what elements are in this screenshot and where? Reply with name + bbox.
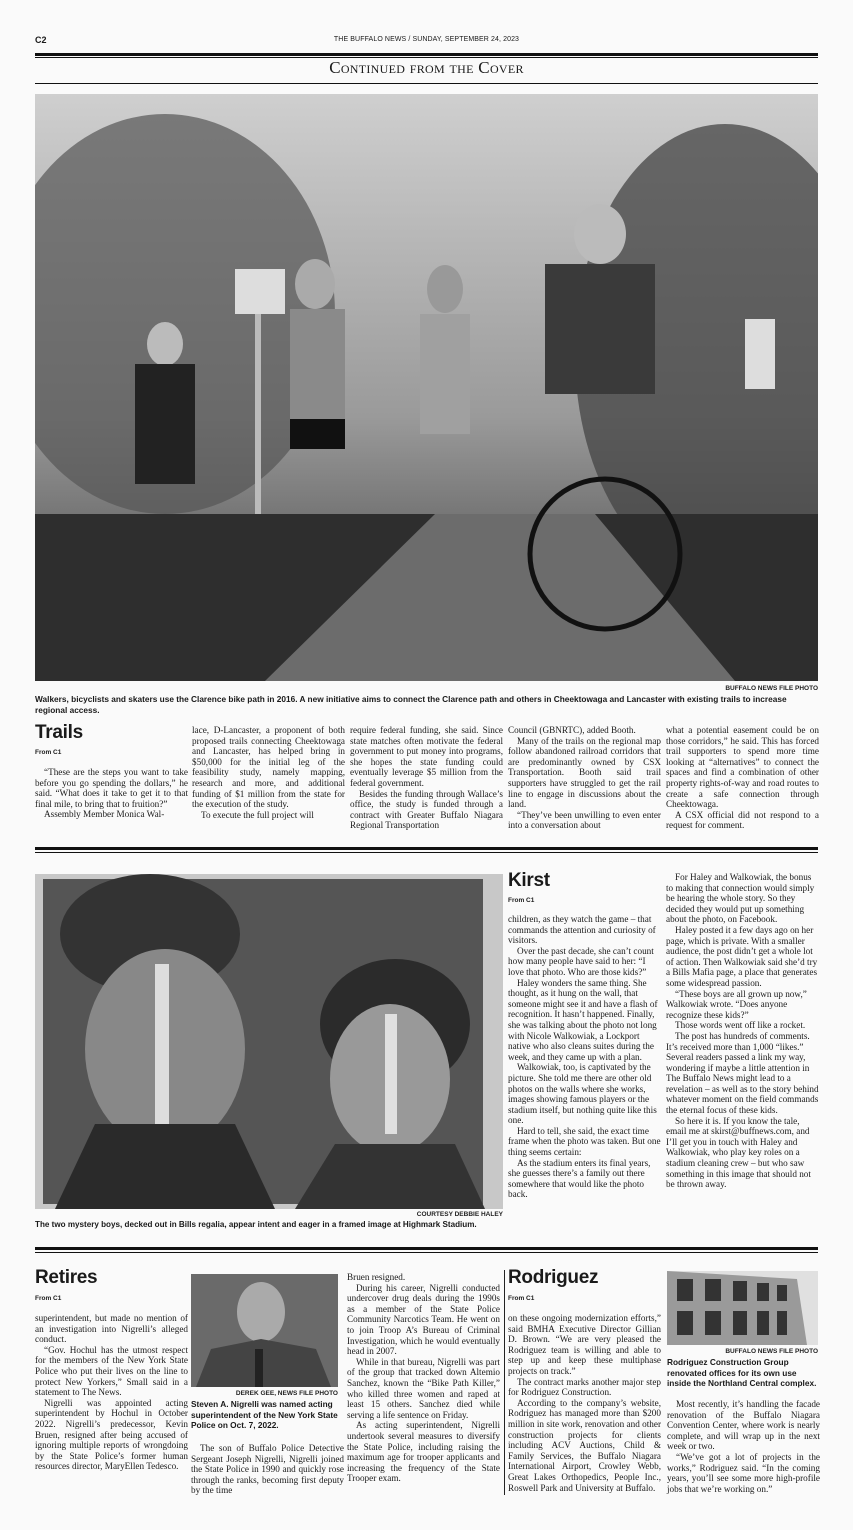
paragraph: To execute the full project will (201, 809, 314, 820)
section-divider-thin (35, 852, 818, 853)
section-divider-thin (35, 1252, 818, 1253)
paragraph: children, as they watch the game – that commands the attention and curiosity of visitors. (508, 914, 656, 946)
trails-photo-credit: BUFFALO NEWS FILE PHOTO (725, 685, 818, 692)
paragraph: Walkowiak, too, is captivated by the picture. She told me there are other old photos on the walls where she works, images showing famous players or the stadium itself, but nothing quite like this one. (508, 1062, 657, 1126)
trails-photo-caption: Walkers, bicyclists and skaters use the Clarence bike path in 2016. A new initiative aims to connect the Clarence path and others in Cheektowaga and Lancaster with existing trails to increase regional access. (35, 694, 787, 715)
paragraph: As acting superintendent, Nigrelli undertook several measures to diversify the State Police, including raising the maximum age for trooper applicants and increasing the frequency of the State Trooper exam. (347, 1420, 500, 1484)
paragraph: Nigrelli was appointed acting superintendent by Hochul in October 2022. Nigrelli’s predecessor, Kevin Bruen, resigned after being accused of ignoring multiple reports of wrongdoing by the State Police’s former human resources director, MaryEllen Tedesco. (35, 1397, 188, 1472)
retires-jump-line: From C1 (35, 1295, 62, 1302)
paragraph: “These are the steps you want to take before you go spending the dollars,” he said. “What does it take to get it to that final mile, to bring that to fruition?” (35, 767, 188, 809)
paragraph: what a potential easement could be on those corridors,” he said. This has forced trail supporters to spend more time looking at “alternatives” to connect the spaces and find a combination of other property rights-of-way and road routes to create a safe connection through Cheektowaga. (666, 725, 819, 810)
paragraph: “They’ve been unwilling to even enter into a conversation about (508, 809, 661, 831)
paragraph: As the stadium enters its final years, she guesses there’s a family out there somewhere that would like the photo back. (508, 1157, 651, 1200)
paragraph: Hard to tell, she said, the exact time frame when the photo was taken. But one thing seems certain: (508, 1125, 661, 1158)
paragraph: During his career, Nigrelli conducted undercover drug deals during the 1990s as a member of the State Police Community Narcotics Team. He went on to join Troop A’s Bureau of Criminal Investigation, which he would eventually head in 2007. (347, 1282, 500, 1357)
portrait-image (191, 1274, 338, 1387)
paragraph: superintendent, but made no mention of an investigation into Nigrelli’s alleged conduct. (35, 1313, 188, 1345)
retires-column-3 (347, 1272, 500, 1484)
paragraph: The son of Buffalo Police Detective Sergeant Joseph Nigrelli, Nigrelli joined the State Police in 1990 and quickly rose through the ranks, becoming first deputy by the time (191, 1443, 344, 1496)
trails-column-2 (192, 725, 345, 820)
paragraph: A CSX official did not respond to a request for comment. (666, 809, 819, 831)
kirst-photo-credit: COURTESY DEBBIE HALEY (416, 1211, 503, 1218)
section-title: Continued from the Cover (329, 58, 524, 77)
paragraph: on these ongoing modernization efforts,” said BMHA Executive Director Gillian D. Brown. “We are very pleased the Rodriguez team is willing and able to step up and keep these multiphase projects on track.” (508, 1313, 661, 1376)
rodriguez-headline: Rodriguez (508, 1267, 599, 1288)
retires-column-1 (35, 1313, 188, 1472)
trails-column-3 (350, 725, 503, 831)
paragraph: For Haley and Walkowiak, the bonus to making that connection would simply be hearing the whole story. So they decided they would put up something about the photo, on Facebook. (666, 872, 815, 925)
rodriguez-jump-line: From C1 (508, 1295, 535, 1302)
paragraph: Bruen resigned. (347, 1272, 406, 1282)
dateline: THE BUFFALO NEWS / SUNDAY, SEPTEMBER 24, 2023 (333, 36, 520, 43)
paragraph: Assembly Member Monica Wal- (44, 809, 165, 820)
section-rule (35, 83, 818, 84)
trails-jump-line: From C1 (35, 749, 62, 756)
trails-photo (35, 94, 818, 681)
paragraph: Over the past decade, she can’t count how many people have said to her: “I love that photo. Who are those kids?” (508, 945, 654, 977)
retires-column-2 (191, 1443, 344, 1496)
building-image (667, 1271, 818, 1345)
rodriguez-photo (667, 1271, 818, 1345)
paragraph: “We’ve got a lot of projects in the works,” Rodriguez said. “In the coming years, you’ll see some more high-profile jobs that we’re working on.” (667, 1451, 820, 1494)
paragraph: The contract marks another major step for Rodriguez Construction. (508, 1376, 661, 1398)
paragraph: Most recently, it’s handling the facade renovation of the Buffalo Niagara Convention Center, where work is nearly complete, and will wrap up in the next week or two. (667, 1399, 820, 1452)
paragraph: Council (GBNRTC), added Booth. (508, 725, 636, 735)
section-divider (35, 847, 818, 850)
paragraph: Besides the funding through Wallace’s office, the study is funded through a contract with Greater Buffalo Niagara Regional Transportation (350, 788, 503, 831)
header-rule (35, 53, 818, 56)
paragraph: “Gov. Hochul has the utmost respect for the members of the New York State Police who put their lives on the line to protect New Yorkers,” Small said in a statement to The News. (35, 1344, 188, 1398)
paragraph: Many of the trails on the regional map follow abandoned railroad corridors that are predominantly owned by CSX Transportation. Booth said trail supporters have struggled to get the rail line to engage in discussions about the land. (508, 735, 661, 810)
nigrelli-photo-credit: DEREK GEE, NEWS FILE PHOTO (235, 1390, 338, 1397)
kirst-jump-line: From C1 (508, 897, 535, 904)
paragraph: lace, D-Lancaster, a proponent of both proposed trails connecting Cheektowaga and Lancaster, has helped bring in $50,000 for the initial leg of the feasibility study, namely mapping, research and more, and additional funding of $1 million from the state for the execution of the study. (192, 725, 345, 810)
trails-column-1 (35, 767, 188, 820)
mystery-boys-image (35, 874, 503, 1209)
page-folio: C2 (35, 35, 47, 45)
paragraph: require federal funding, she said. Since state matches often motivate the federal government to put money into programs, she hopes the state funding could eventually leverage $5 million from the federal government. (350, 725, 503, 788)
bike-path-image (35, 94, 818, 681)
trails-column-4 (508, 725, 661, 831)
trails-headline: Trails (35, 722, 83, 743)
paragraph: According to the company’s website, Rodriguez has managed more than $200 million in site work, renovation and other construction projects for clients including ACV Auctions, Child & Family Services, the Buffalo Niagara International Airport, Crowley Webb, Great Lakes Orthopedics, People Inc., Roswell Park and University at Buffalo. (508, 1397, 661, 1493)
paragraph: Those words went off like a rocket. (675, 1020, 806, 1031)
rodriguez-column-1 (508, 1313, 661, 1493)
paragraph: While in that bureau, Nigrelli was part of the group that tracked down Altemio Sanchez, known the “Bike Path Killer,” who killed three women and raped at least 15 others. Sanchez died while serving a life sentence on Friday. (347, 1356, 500, 1420)
retires-headline: Retires (35, 1267, 98, 1288)
column-divider (504, 1270, 505, 1495)
kirst-column-2 (666, 872, 819, 1190)
rodriguez-photo-credit: BUFFALO NEWS FILE PHOTO (725, 1348, 818, 1355)
nigrelli-photo (191, 1274, 338, 1387)
paragraph: Haley posted it a few days ago on her page, which is private. With a smaller audience, the post didn’t get a whole lot of action. Then Walkowiak said she’d try a Bills Mafia page, a place that generates some widespread passion. (666, 924, 818, 988)
kirst-photo (35, 874, 503, 1209)
kirst-headline: Kirst (508, 870, 550, 891)
kirst-column-1 (508, 914, 661, 1200)
trails-column-5 (666, 725, 819, 831)
paragraph: “These boys are all grown up now,” Walkowiak wrote. “Does anyone recognize these kids?” (666, 988, 807, 1020)
nigrelli-photo-caption: Steven A. Nigrelli was named acting superintendent of the New York State Police on Oct. 7, 2022. (191, 1399, 338, 1430)
paragraph: The post has hundreds of comments. It’s received more than 1,000 “likes.” Several readers passed a link my way, wondering if maybe a little attention in The Buffalo News might lead to a revelation – as well as to the story behind whatever moment on the field commands the eternal focus of these kids. (666, 1030, 819, 1116)
section-divider (35, 1247, 818, 1250)
paragraph: So here it is. If you know the tale, email me at skirst@buffnews.com, and I’ll get you in touch with Haley and Walkowiak, who play key roles on a stadium cleaning crew – but who saw something in this image that should not be thrown away. (666, 1115, 811, 1190)
rodriguez-photo-caption: Rodriguez Construction Group renovated offices for its own use inside the Northland Central complex. (667, 1357, 817, 1388)
kirst-photo-caption: The two mystery boys, decked out in Bills regalia, appear intent and eager in a framed image at Highmark Stadium. (35, 1220, 477, 1229)
paragraph: Haley wonders the same thing. She thought, as it hung on the wall, that someone might see it and have a flash of recognition. It hasn’t happened. Finally, she was talking about the photo not long with Nicole Walkowiak, a Lockport native who also cleans suites during the week, and they came up with a plan. (508, 977, 658, 1062)
rodriguez-column-2 (667, 1399, 820, 1494)
